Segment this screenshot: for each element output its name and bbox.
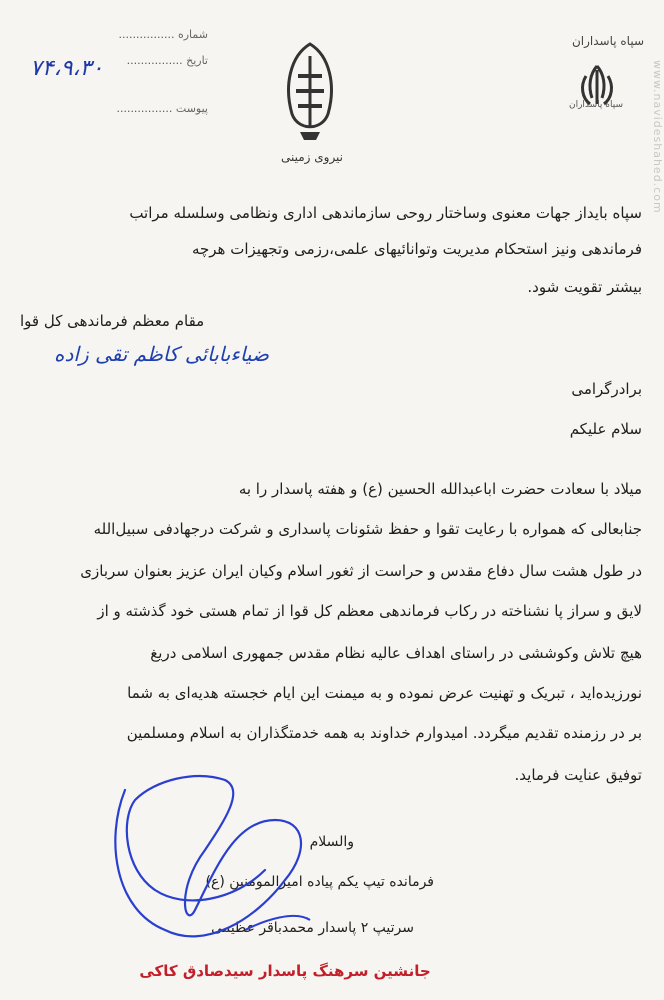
irgc-emblem-icon	[270, 36, 350, 146]
recipient-name-handwritten: ضیاء‌بابائی کاظم تقی زاده	[54, 342, 269, 366]
paragraph-line-8: توفیق عنایت فرماید.	[514, 766, 642, 784]
date-value: ۷۴،۹،۳۰	[30, 56, 104, 81]
motto-source: مقام معظم فرماندهی کل قوا	[20, 312, 205, 330]
salutation-prefix: برادرگرامی	[571, 380, 642, 398]
paragraph-line-1: میلاد با سعادت حضرت اباعبدالله الحسین (ع) و هفته پاسدار را به	[238, 480, 642, 498]
motto-line-3: بیشتر تقویت شود.	[527, 278, 642, 296]
logo-caption: سپاه پاسداران	[568, 100, 624, 110]
date-label: تاریخ	[186, 54, 208, 67]
attachment-label: پیوست	[175, 102, 208, 115]
paragraph-line-2: جنابعالی که همواره با رعایت تقوا و حفظ شئونات پاسداری و شرکت درجهادفی سبیل‌الله	[93, 520, 642, 538]
paragraph-line-4: لایق و سراز پا نشناخته در رکاب فرماندهی معظم کل قوا از تمام هستی خود گذشته و از	[97, 602, 642, 620]
closing-salam: والسلام	[309, 834, 354, 850]
motto-line-2: فرماندهی ونیز استحکام مدیریت وتوانائیهای علمی،رزمی وتجهیزات هرچه	[191, 240, 642, 258]
paragraph-line-5: هیچ تلاش وکوششی در راستای اهداف عالیه نظام مقدس جمهوری اسلامی دریغ	[150, 644, 642, 662]
handwritten-red-note: جانشین سرهنگ پاسدار سیدصادق کاکی	[139, 962, 431, 980]
motto-line-1: سپاه بایداز جهات معنوی وساختار روحی سازماندهی اداری ونظامی وسلسله مراتب	[129, 204, 642, 222]
header-fields: شماره ................ تاریخ ................ پیوست ................	[116, 28, 208, 115]
paragraph-line-6: نورزیده‌اید ، تبریک و تهنیت عرض نموده و به میمنت این ایام خجسته هدیه‌ای به شما	[127, 684, 642, 702]
signature-scribble-icon	[95, 760, 325, 960]
greeting: سلام علیکم	[569, 420, 642, 438]
paragraph-line-3: در طول هشت سال دفاع مقدس و حراست از ثغور اسلام وکیان ایران عزیز بعنوان سربازی	[80, 562, 642, 580]
sender-title: فرمانده تیپ یکم پیاده امیرالمومنین (ع)	[205, 874, 434, 890]
number-label: شماره	[177, 28, 208, 41]
watermark-text: www.navideshahed.com	[651, 60, 664, 214]
emblem-caption: نیروی زمینی	[280, 150, 344, 164]
sender-name: سرتیپ ۲ پاسدار محمدباقر عظیمی	[211, 920, 414, 936]
paragraph-line-7: بر در رزمنده تقدیم میگردد. امیدوارم خداوند به همه خدمتگذاران به اسلام ومسلمین	[126, 724, 642, 742]
classification-label: سپاه پاسداران	[571, 34, 644, 48]
